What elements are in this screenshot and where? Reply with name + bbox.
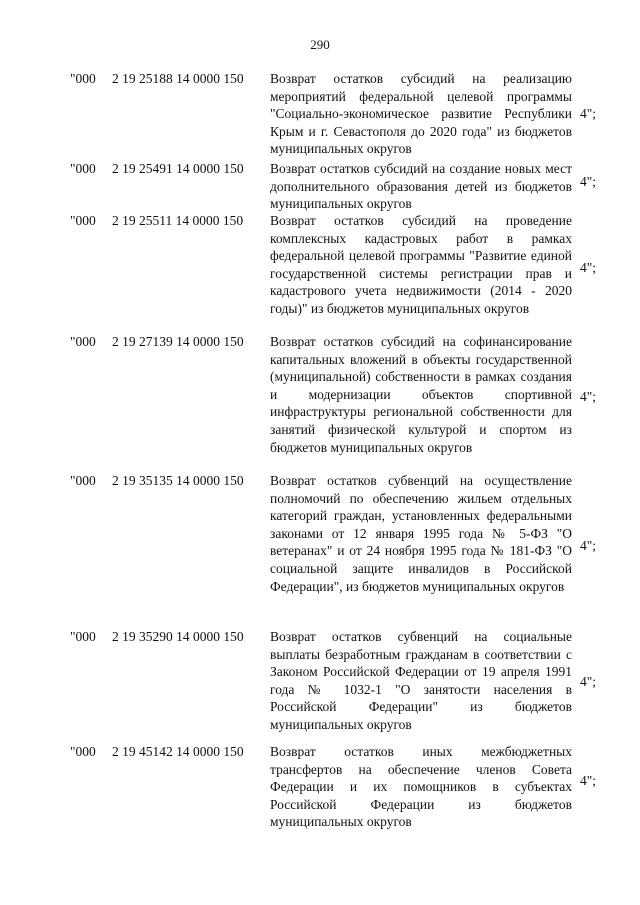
row-prefix: "000 <box>70 744 96 759</box>
classification-code: 2 19 45142 14 0000 150 <box>112 744 244 759</box>
row-prefix: "000 <box>70 161 96 176</box>
row-description: Возврат остатков субсидий на создание новых мест дополнительного образования детей из бюджетов муниципальных округов <box>270 161 572 212</box>
classification-code: 2 19 35135 14 0000 150 <box>112 473 244 488</box>
row-suffix: 4"; <box>580 389 597 404</box>
row-description: Возврат остатков субвенций на осуществление полномочий по обеспечению жильем отдельных категорий граждан, установленных федеральными законами от 12 января 1995 года № 5-ФЗ "О ветеранах" и от 24 ноября 1995 года № 181-ФЗ "О социальной защите инвалидов в Российской Федерации", из бюджетов муниципальных округов <box>270 473 572 594</box>
row-prefix: "000 <box>70 629 96 644</box>
classification-code: 2 19 25491 14 0000 150 <box>112 161 244 176</box>
row-prefix: "000 <box>70 473 96 488</box>
row-suffix: 4"; <box>580 106 597 121</box>
row-suffix: 4"; <box>580 773 597 788</box>
row-prefix: "000 <box>70 71 96 86</box>
row-prefix: "000 <box>70 213 96 228</box>
classification-code: 2 19 35290 14 0000 150 <box>112 629 244 644</box>
classification-code: 2 19 27139 14 0000 150 <box>112 334 244 349</box>
row-description: Возврат остатков субвенций на социальные выплаты безработным гражданам в соответствии с Законом Российской Федерации от 19 апреля 1991 года № 1032-1 "О занятости населения в Российской Федерации" из бюджетов муниципальных округов <box>270 629 572 732</box>
page-number: 290 <box>310 37 330 52</box>
classification-code: 2 19 25511 14 0000 150 <box>112 213 244 228</box>
row-description: Возврат остатков субсидий на проведение комплексных кадастровых работ в рамках федеральной целевой программы "Развитие единой государственной системы регистрации прав и кадастрового учета недвижимости (2014 - 2020 годы)" из бюджетов муниципальных округов <box>270 213 572 316</box>
row-suffix: 4"; <box>580 174 597 189</box>
classification-code: 2 19 25188 14 0000 150 <box>112 71 244 86</box>
row-suffix: 4"; <box>580 538 597 553</box>
row-description: Возврат остатков иных межбюджетных трансфертов на обеспечение членов Совета Федерации и их помощников в субъектах Российской Федерации из бюджетов муниципальных округов <box>270 744 572 830</box>
row-prefix: "000 <box>70 334 96 349</box>
row-suffix: 4"; <box>580 674 597 689</box>
row-suffix: 4"; <box>580 260 597 275</box>
row-description: Возврат остатков субсидий на реализацию мероприятий федеральной целевой программы "Социально-экономическое развитие Республики Крым и г. Севастополя до 2020 года" из бюджетов муниципальных округов <box>270 71 572 157</box>
row-description: Возврат остатков субсидий на софинансирование капитальных вложений в объекты государственной (муниципальной) собственности в рамках создания и модернизации объектов спортивной инфраструктуры региональной собственности для занятий физической культурой и спортом из бюджетов муниципальных округов <box>270 334 572 455</box>
